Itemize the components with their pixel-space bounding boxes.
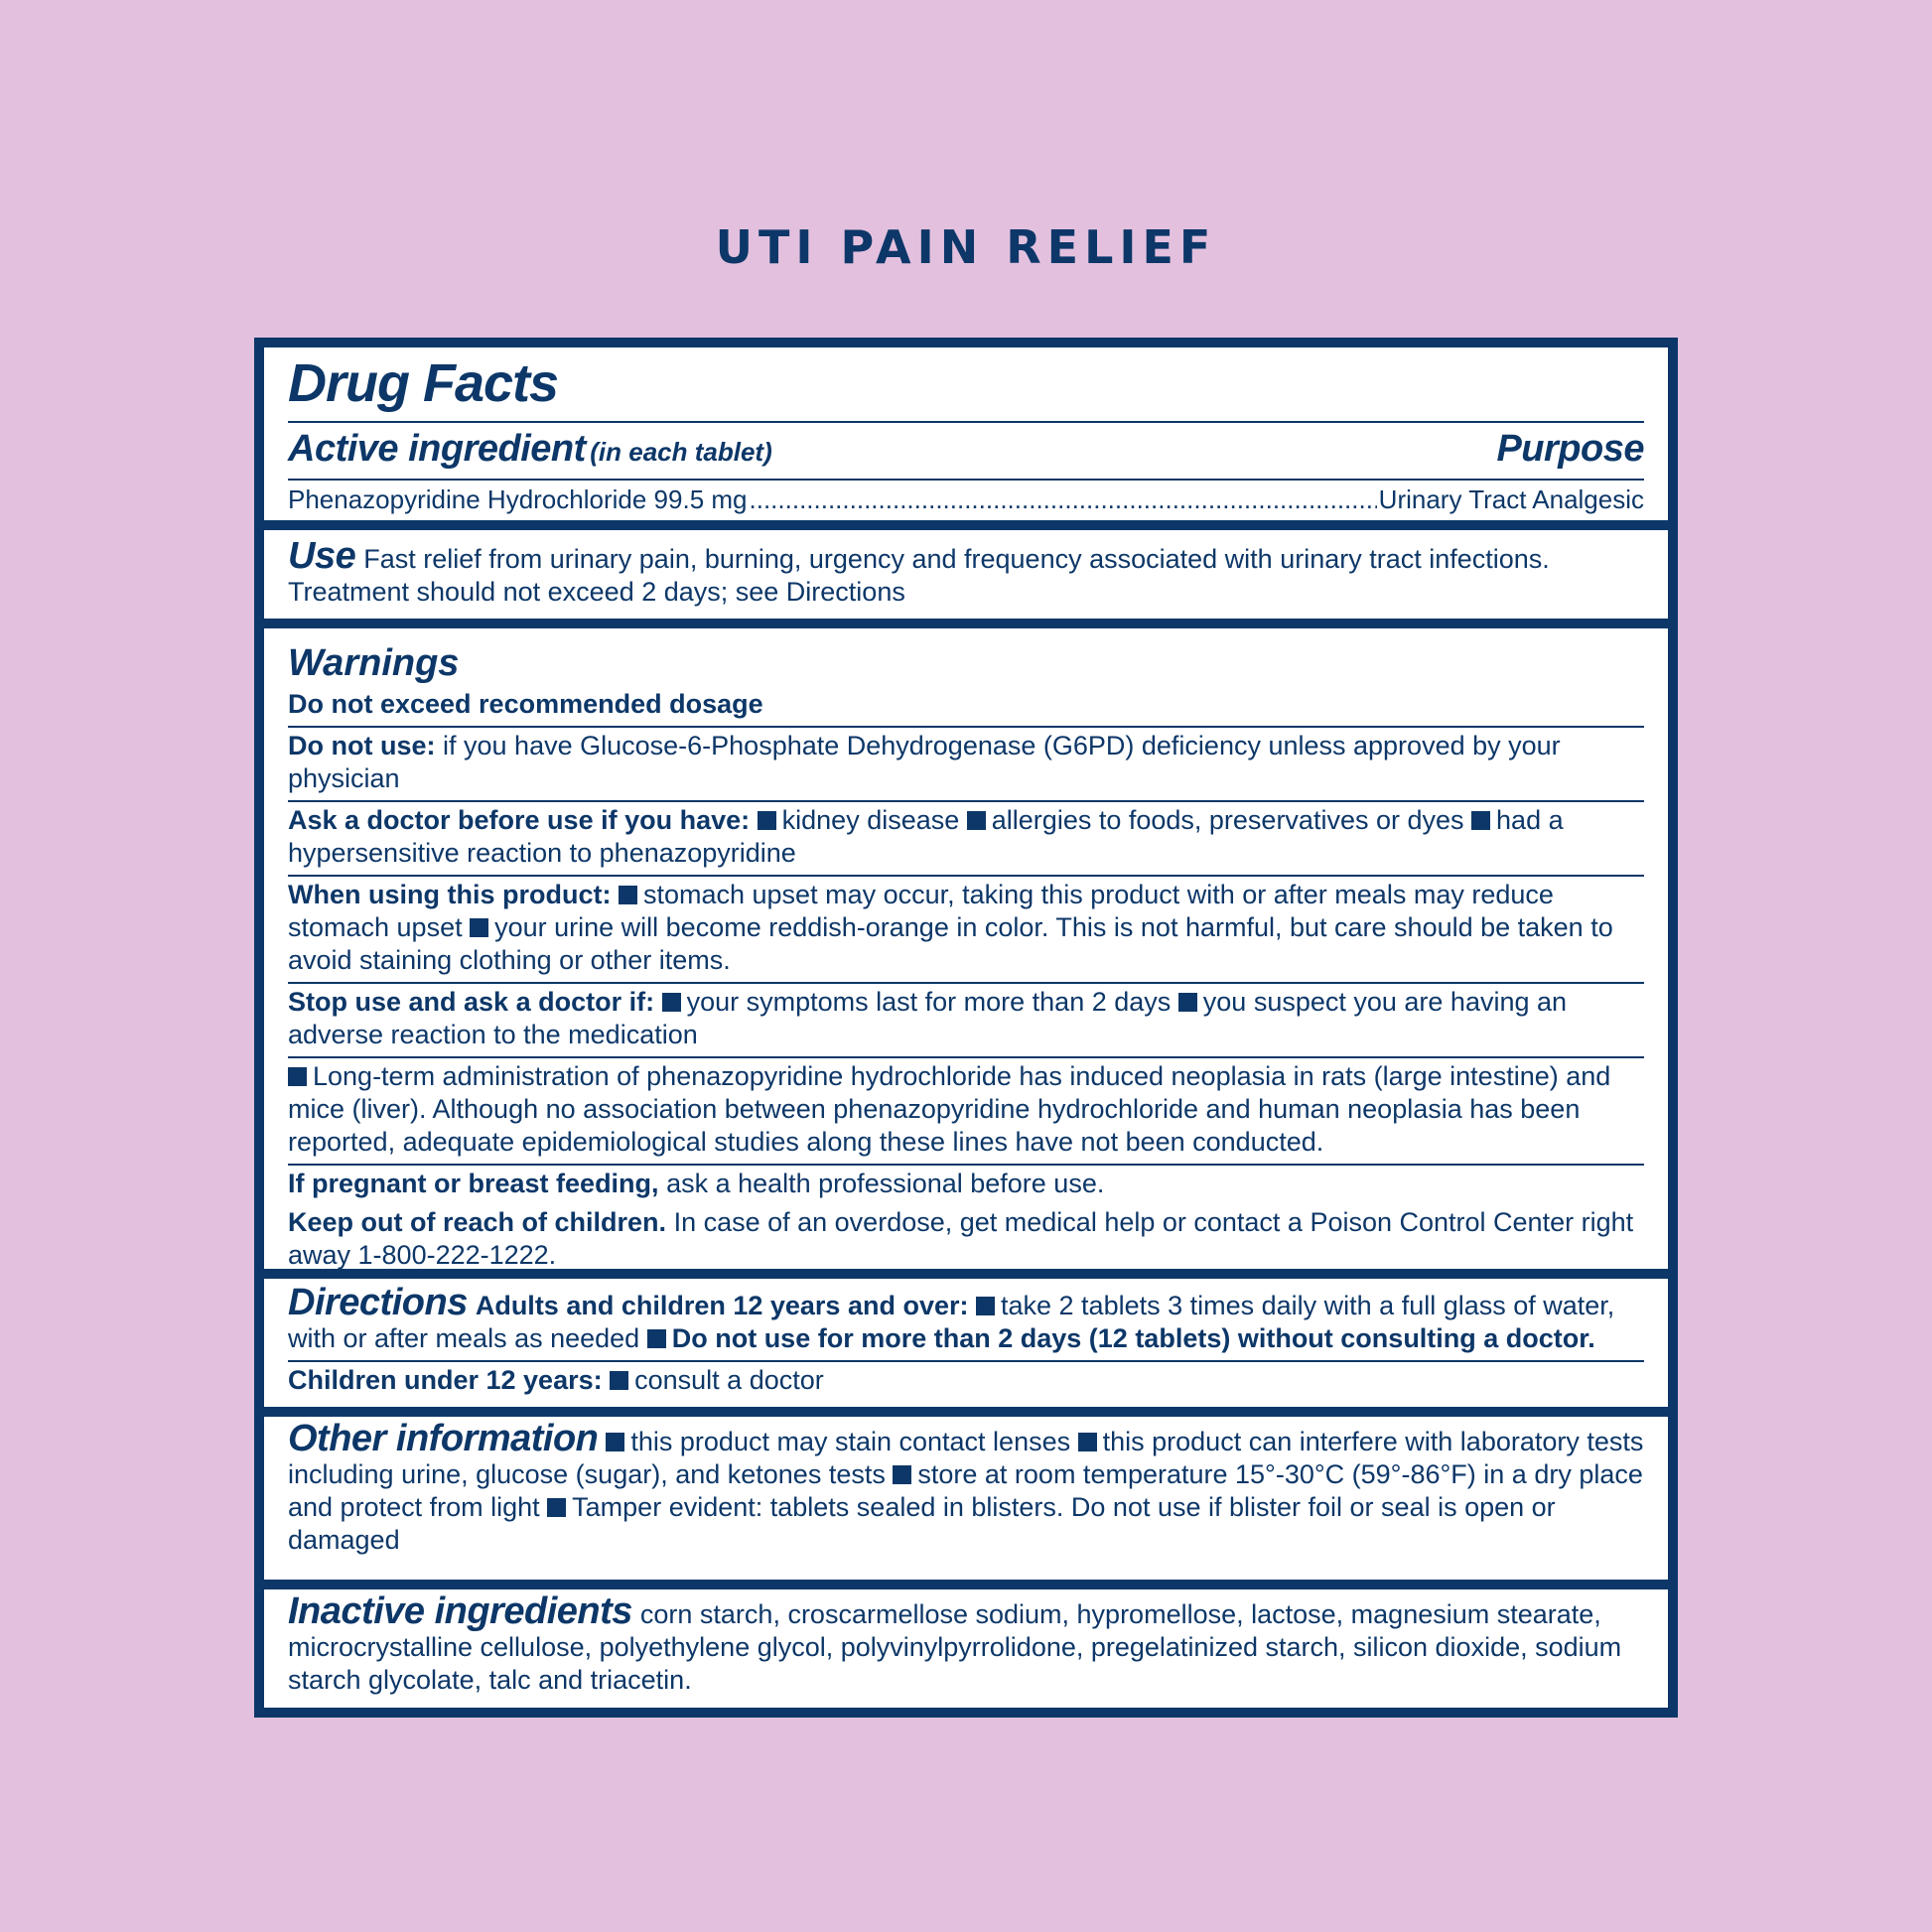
leader-dots bbox=[750, 483, 1377, 516]
other-information-section bbox=[264, 1417, 1668, 1580]
children-directions-block bbox=[288, 1360, 1644, 1402]
ask-doctor-item: kidney disease bbox=[781, 805, 960, 835]
directions-section bbox=[264, 1279, 1668, 1407]
bullet-square-icon bbox=[470, 918, 488, 937]
active-ingredient-header bbox=[288, 427, 1644, 479]
ingredient-row bbox=[288, 479, 1644, 516]
children-item: consult a doctor bbox=[634, 1365, 824, 1395]
bullet-square-icon bbox=[1471, 811, 1490, 830]
directions-heading: Directions bbox=[288, 1282, 468, 1323]
active-ingredient-heading-group bbox=[288, 427, 772, 479]
bullet-square-icon bbox=[610, 1371, 628, 1390]
active-ingredient-subheading: (in each tablet) bbox=[590, 437, 772, 467]
ask-doctor-item: allergies to foods, preservatives or dyes bbox=[991, 805, 1464, 835]
when-using-item: stomach upset may occur, taking this product with or after meals may reduce stomach upset bbox=[288, 880, 1554, 942]
dosage-warning: Do not exceed recommended dosage bbox=[288, 689, 763, 719]
pregnant-block bbox=[288, 1164, 1644, 1202]
ask-doctor-item: had a hypersensitive reaction to phenazopyridine bbox=[288, 805, 1564, 868]
bullet-square-icon bbox=[647, 1329, 666, 1348]
warnings-heading: Warnings bbox=[288, 642, 460, 684]
page-title: UTI PAIN RELIEF bbox=[715, 220, 1217, 274]
active-ingredient-heading: Active ingredient bbox=[288, 428, 586, 470]
bullet-square-icon bbox=[1178, 993, 1197, 1012]
ingredient-purpose: Urinary Tract Analgesic bbox=[1378, 484, 1644, 514]
children-label: Children under 12 years: bbox=[288, 1365, 603, 1395]
bullet-square-icon bbox=[547, 1498, 566, 1517]
ask-doctor-block bbox=[288, 800, 1644, 875]
other-information-heading: Other information bbox=[288, 1418, 599, 1459]
keep-out-label: Keep out of reach of children. bbox=[288, 1207, 667, 1237]
do-not-use-text: if you have Glucose-6-Phosphate Dehydrogenase (G6PD) deficiency unless approved by your physician bbox=[288, 731, 1561, 793]
bullet-square-icon bbox=[967, 811, 986, 830]
stop-use-label: Stop use and ask a doctor if: bbox=[288, 987, 655, 1017]
other-information-item: store at room temperature 15°-30°C (59°-86°F) in a dry place and protect from light bbox=[288, 1459, 1643, 1522]
long-term-text: Long-term administration of phenazopyridine hydrochloride has induced neoplasia in rats (large intestine) and mice (liver). Although no association between phenazopyridine hydrochloride and human neoplasia has been reported, adequate epidemiological studies along these lines have not been conducted. bbox=[288, 1061, 1611, 1157]
other-information-item: this product may stain contact lenses bbox=[630, 1427, 1071, 1456]
keep-out-block bbox=[288, 1206, 1644, 1272]
use-text: Fast relief from urinary pain, burning, urgency and frequency associated with urinary tract infections. Treatment should not exceed 2 days; see Directions bbox=[288, 544, 1550, 607]
when-using-label: When using this product: bbox=[288, 880, 612, 909]
when-using-item: your urine will become reddish-orange in color. This is not harmful, but care should be taken to avoid staining clothing or other items. bbox=[288, 912, 1613, 975]
inactive-ingredients-text: corn starch, croscarmellose sodium, hypromellose, lactose, magnesium stearate, microcrystalline cellulose, polyethylene glycol, polyvinylpyrrolidone, pregelatinized starch, silicon dioxide, sodium starch glycolate, talc and triacetin. bbox=[288, 1599, 1622, 1695]
bullet-square-icon bbox=[893, 1465, 911, 1484]
do-not-use-block bbox=[288, 726, 1644, 800]
drug-facts-section bbox=[264, 347, 1668, 520]
warnings-section bbox=[264, 628, 1668, 1269]
bullet-square-icon bbox=[662, 993, 681, 1012]
adults-warning: Do not use for more than 2 days (12 tablets) without consulting a doctor. bbox=[671, 1323, 1595, 1353]
other-information-item: this product can interfere with laboratory tests including urine, glucose (sugar), and ketones tests bbox=[288, 1427, 1644, 1489]
stop-use-item: your symptoms last for more than 2 days bbox=[686, 987, 1172, 1017]
bullet-square-icon bbox=[758, 811, 776, 830]
bullet-square-icon bbox=[606, 1433, 624, 1451]
inactive-ingredients-block bbox=[288, 1590, 1644, 1697]
adults-directions-block bbox=[288, 1282, 1644, 1360]
bullet-square-icon bbox=[619, 886, 637, 904]
purpose-heading: Purpose bbox=[1496, 428, 1644, 470]
drug-facts-title: Drug Facts bbox=[288, 351, 1644, 423]
do-not-use-label: Do not use: bbox=[288, 731, 436, 760]
use-heading: Use bbox=[288, 535, 356, 577]
other-information-block bbox=[288, 1418, 1644, 1557]
adults-item: take 2 tablets 3 times daily with a full glass of water, with or after meals as needed bbox=[288, 1291, 1615, 1353]
adults-label: Adults and children 12 years and over: bbox=[475, 1291, 969, 1320]
stop-use-block bbox=[288, 982, 1644, 1056]
keep-out-text: In case of an overdose, get medical help or contact a Poison Control Center right away 1-800-222-1222. bbox=[288, 1207, 1634, 1270]
pregnant-text: ask a health professional before use. bbox=[666, 1169, 1105, 1198]
when-using-block bbox=[288, 875, 1644, 982]
other-information-item: Tamper evident: tablets sealed in blisters. Do not use if blister foil or seal is open or damaged bbox=[288, 1492, 1556, 1555]
ask-doctor-label: Ask a doctor before use if you have: bbox=[288, 805, 751, 835]
inactive-ingredients-heading: Inactive ingredients bbox=[288, 1590, 632, 1632]
ingredient-name: Phenazopyridine Hydrochloride 99.5 mg bbox=[288, 484, 748, 514]
bullet-square-icon bbox=[976, 1297, 995, 1315]
pregnant-label: If pregnant or breast feeding, bbox=[288, 1169, 659, 1198]
drug-facts-panel bbox=[254, 338, 1678, 1718]
long-term-block bbox=[288, 1056, 1644, 1164]
stop-use-item: you suspect you are having an adverse reaction to the medication bbox=[288, 987, 1568, 1049]
inactive-ingredients-section bbox=[264, 1589, 1668, 1708]
bullet-square-icon bbox=[288, 1067, 307, 1086]
use-section bbox=[264, 530, 1668, 619]
bullet-square-icon bbox=[1078, 1433, 1097, 1451]
use-block bbox=[288, 535, 1644, 609]
